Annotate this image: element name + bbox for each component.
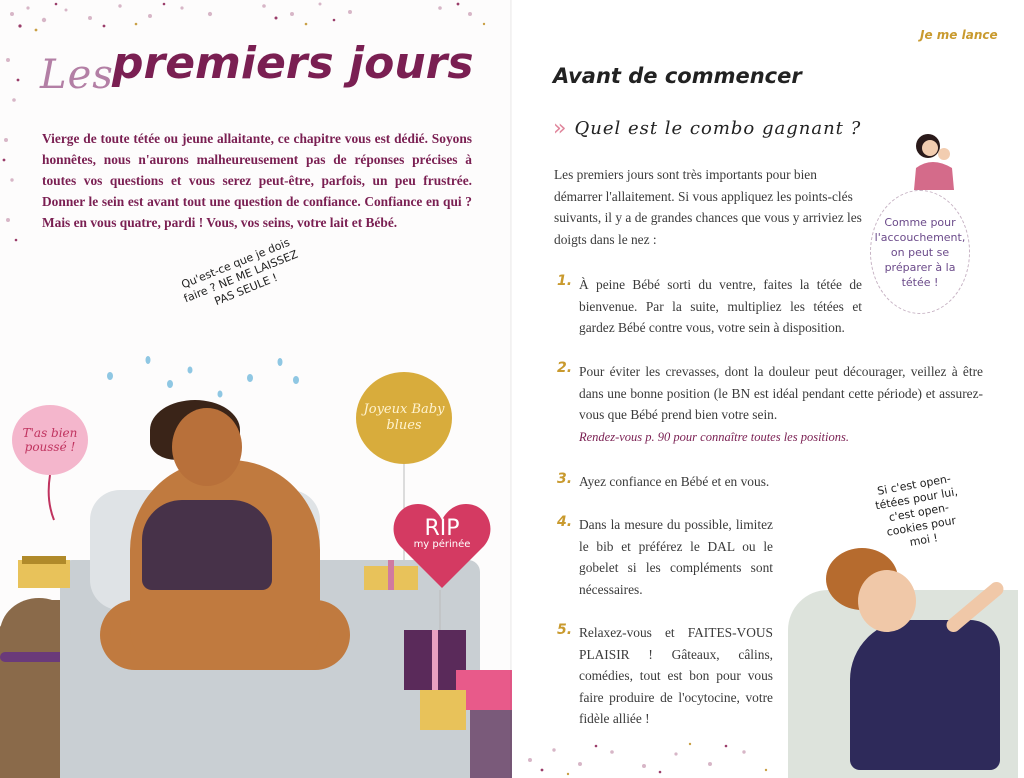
floral-border-bottom	[520, 740, 780, 778]
item-text: Ayez confiance en Bébé et en vous.	[579, 474, 770, 489]
item-number: 1.	[557, 273, 573, 289]
running-header: Je me lance	[920, 28, 998, 42]
intro-paragraph-right: Les premiers jours sont très importants pour bien démarrer l'allaitement. Si vous appliquez les points-clés suivants, il y a de grandes chances que vous y arriviez les doigts dans le nez :	[554, 167, 862, 247]
page-reference-link[interactable]: Rendez-vous p. 90 pour connaître toutes les positions.	[579, 430, 849, 444]
item-text: Pour éviter les crevasses, dont la douleur peut décourager, veillez à être dans une bonne position (le BN est idéal pendant cette période) et assurez-vous que Bébé prend bien votre sein.	[579, 364, 983, 422]
heart-sub: my périnée	[413, 539, 471, 550]
intro-paragraph: Vierge de toute tétée ou jeune allaitante, ce chapitre vous est dédié. Soyons honnêtes, nous n'aurons malheureusement pas de réponses précises à toutes vos questions et vous serez peut-être, parfois, un peu frustrée. Donner le sein est avant tout une question de confiance. Confiance en qui ? Mais en vous quatre, pardi ! Vous, vos seins, votre lait et Bébé.	[42, 131, 472, 230]
item-number: 5.	[557, 622, 573, 638]
balloon-gold: Joyeux Baby blues	[356, 372, 452, 464]
title-prefix: Les	[40, 52, 114, 98]
relaxed-woman-body	[850, 620, 1000, 770]
subtitle: Quel est le combo gagnant ?	[574, 118, 862, 139]
item-number: 4.	[557, 514, 573, 530]
heart-rip: RIP	[424, 516, 460, 541]
page-title: premiers jours	[112, 38, 474, 89]
item-text: Dans la mesure du possible, limitez le bib et préférez le DAL ou le gobelet si les compléments sont nécessaires.	[579, 517, 773, 597]
thought-bubble-text: Qu'est-ce que je dois faire ? NE ME LAISSEZ PAS SEULE !	[179, 235, 300, 309]
mini-woman-illustration	[904, 128, 964, 190]
circle-note: Comme pour l'accouchement, on peut se préparer à la tétée !	[870, 190, 970, 314]
speech-bubble-text: Si c'est open-tétées pour lui, c'est open-cookies pour moi !	[874, 472, 959, 549]
item-number: 3.	[557, 471, 573, 487]
double-chevron-icon: »	[553, 116, 567, 141]
section-title: Avant de commencer	[553, 64, 802, 88]
item-text: Relaxez-vous et FAITES-VOUS PLAISIR ! Gâteaux, câlins, comédies, tout est bon pour vous faire produire de l'ocytocine, votre fidèle alliée !	[579, 625, 773, 726]
balloon-pink: T'as bien poussé !	[12, 405, 88, 475]
item-text: À peine Bébé sorti du ventre, faites la tétée de bienvenue. Par la suite, multipliez les tétées et gardez Bébé contre vous, votre sein à disposition.	[579, 277, 862, 335]
item-number: 2.	[557, 360, 573, 376]
relaxed-woman-head	[858, 570, 916, 632]
subtitle-row	[553, 116, 861, 141]
